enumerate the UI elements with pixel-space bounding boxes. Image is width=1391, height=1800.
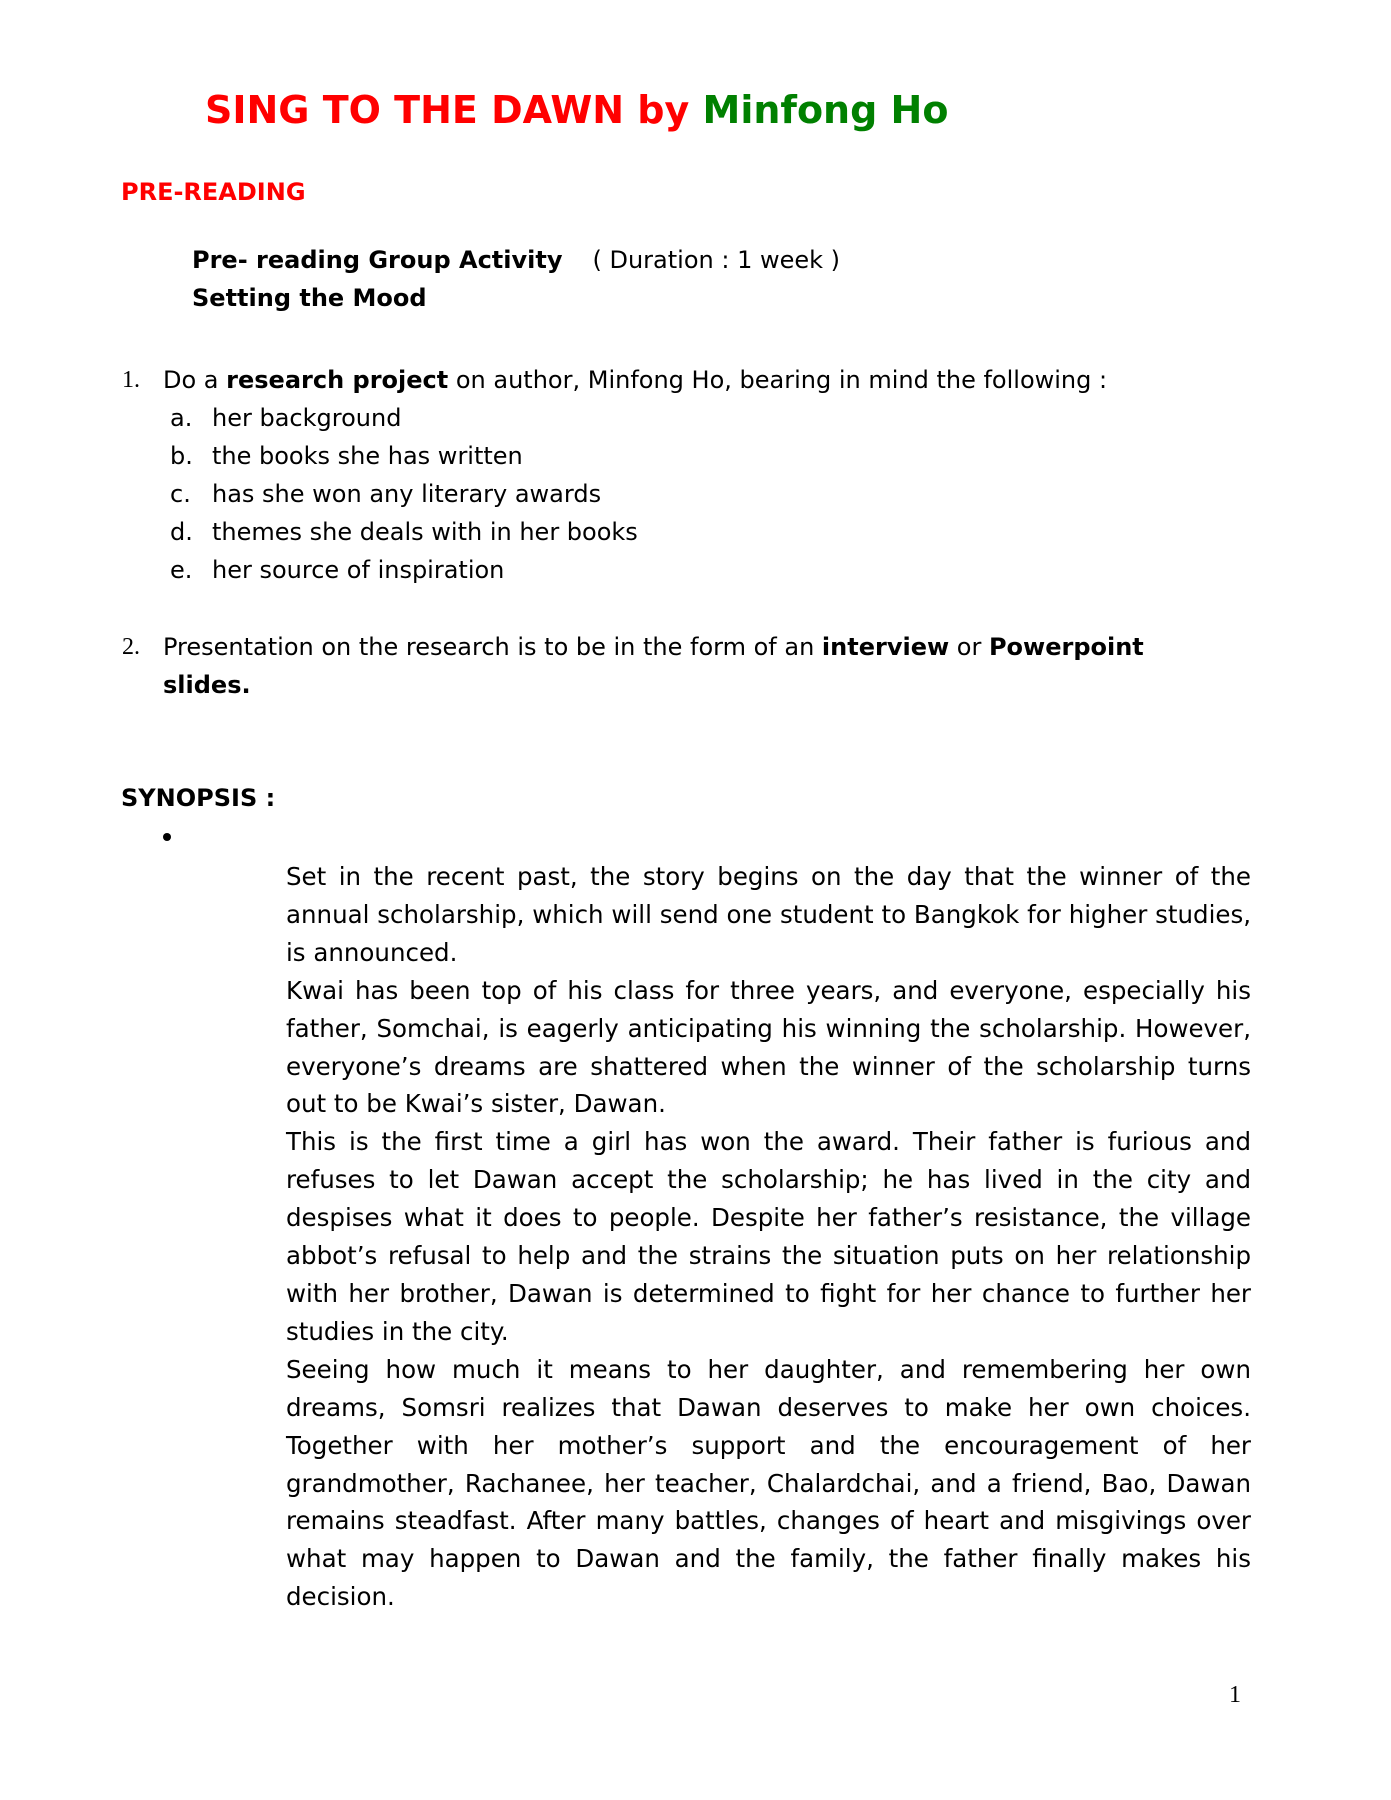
- sub-item-a: [170, 404, 401, 432]
- sub-text: the books she has written: [212, 442, 523, 470]
- sub-letter: c.: [170, 480, 191, 508]
- list-number-1: 1.: [122, 367, 140, 393]
- sub-item-b: [170, 442, 523, 470]
- sub-item-e: [170, 556, 504, 584]
- list-item-2: [163, 633, 1144, 661]
- list-item-2-continuation: slides.: [163, 671, 251, 699]
- synopsis-paragraph-4: Seeing how much it means to her daughter, and remembering her own dreams, Somsri realizes that Dawan deserves to make her own choices. Together with her mother’s support and the encouragement of her grandmother, Rachanee, her teacher, Chalardchai, and a friend, Bao, Dawan remains steadfast. After many battles, changes of heart and misgivings over what may happen to Dawan and the family, the father finally makes his decision.: [286, 1354, 1251, 1612]
- author-name: Minfong Ho: [702, 88, 949, 132]
- item-2-text-before: Presentation on the research is to be in the form of an: [163, 633, 822, 661]
- sub-letter: d.: [170, 518, 193, 546]
- sub-text: her source of inspiration: [212, 556, 505, 584]
- title-by: by: [637, 88, 690, 132]
- synopsis-heading: SYNOPSIS :: [121, 784, 276, 812]
- item-1-text-after: on author, Minfong Ho, bearing in mind the following :: [448, 366, 1108, 394]
- document-title: [205, 88, 948, 132]
- item-2-mid: or: [949, 633, 989, 661]
- item-2-bold-interview: interview: [821, 633, 950, 661]
- activity-subtitle: Setting the Mood: [192, 284, 427, 312]
- sub-text: has she won any literary awards: [212, 480, 602, 508]
- page-number: 1: [1229, 1682, 1241, 1708]
- book-title: SING TO THE DAWN: [205, 88, 625, 132]
- sub-letter: b.: [170, 442, 193, 470]
- list-item-1: [163, 366, 1107, 394]
- sub-text: her background: [212, 404, 402, 432]
- pre-reading-heading: PRE-READING: [121, 178, 306, 206]
- sub-item-d: [170, 518, 638, 546]
- activity-duration: ( Duration : 1 week ): [592, 246, 841, 274]
- item-2-bold-powerpoint: Powerpoint: [988, 633, 1144, 661]
- synopsis-body: [286, 858, 1251, 1616]
- sub-text: themes she deals with in her books: [212, 518, 638, 546]
- sub-letter: a.: [170, 404, 193, 432]
- bullet-icon: [163, 833, 171, 841]
- item-1-text-before: Do a: [163, 366, 227, 394]
- list-number-2: 2.: [122, 634, 140, 660]
- sub-item-c: [170, 480, 601, 508]
- item-1-bold: research project: [226, 366, 449, 394]
- activity-title-line: [192, 246, 840, 274]
- sub-letter: e.: [170, 556, 193, 584]
- synopsis-paragraph-1: Set in the recent past, the story begins on the day that the winner of the annual scholarship, which will send one student to Bangkok for higher studies, is announced.: [286, 862, 1251, 967]
- synopsis-paragraph-3: This is the first time a girl has won the award. Their father is furious and refuses to let Dawan accept the scholarship; he has lived in the city and despises what it does to people. Despite her father’s resistance, the village abbot’s refusal to help and the strains the situation puts on her relationship with her brother, Dawan is determined to fight for her chance to further her studies in the city.: [286, 1127, 1251, 1346]
- synopsis-paragraph-2: Kwai has been top of his class for three years, and everyone, especially his father, Somchai, is eagerly anticipating his winning the scholarship. However, everyone’s dreams are shattered when the winner of the scholarship turns out to be Kwai’s sister, Dawan.: [286, 975, 1251, 1119]
- activity-title: Pre- reading Group Activity: [192, 246, 563, 274]
